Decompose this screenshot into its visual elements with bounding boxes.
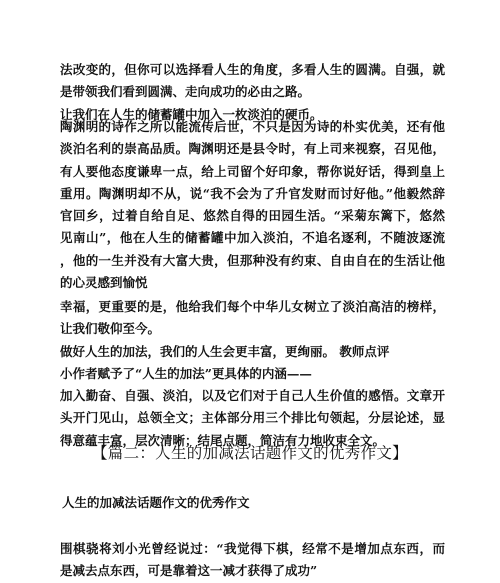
text-line: 是带领我们看到圆满、走向成功的必由之路。 <box>60 84 311 100</box>
text-line: ，他的一生并没有大富大贵，但那种没有约束、自由自在的生活让他 <box>60 252 445 268</box>
text-line: 让我们在人生的储蓄罐中加入一枚淡泊的硬币。 <box>60 106 323 122</box>
text-line: 官回乡，过着自给自足、悠然自得的田园生活。“采菊东篱下，悠然 <box>60 208 445 224</box>
text-line: 法改变的，但你可以选择看人生的角度，多看人生的圆满。自强，就 <box>60 62 445 77</box>
text-line: 头开门见山，总领全文；主体部分用三个排比句领起，分层论述，显 <box>60 410 445 426</box>
text-line: 得意蕴丰富，层次清晰；结尾点题，简洁有力地收束全文。 <box>60 432 386 448</box>
article-title: 人生的加减法话题作文的优秀作文 <box>62 495 250 510</box>
text-line: 淡泊名利的崇高品质。陶渊明还是县令时，有上司来视察，召见他， <box>60 141 445 157</box>
text-line: 幸福，更重要的是，他给我们每个中华儿女树立了淡泊高洁的榜样， <box>60 299 445 314</box>
text-line: 陶渊明的诗作之所以能流传后世，不只是因为诗的朴实优美，还有他 <box>60 119 445 134</box>
paragraph-2 <box>60 116 445 294</box>
section-heading: 【篇二：人生的加减法话题作文的优秀作文】 <box>91 444 408 462</box>
text-line: 小作者赋予了“人生的加法”更具体的内涵—— <box>60 365 312 381</box>
text-line: 见南山”，他在人生的储蓄罐中加入淡泊，不追名逐利，不随波逐流 <box>60 230 445 246</box>
paragraph-3 <box>60 296 445 452</box>
text-line: 重用。陶渊明却不从，说“我不会为了升官发财而讨好他。”他毅然辞 <box>60 185 445 201</box>
text-line: 做好人生的加法，我们的人生会更丰富，更绚丽。 教师点评 <box>60 343 390 359</box>
text-line: 让我们敬仰至今。 <box>60 321 161 337</box>
text-line: 围棋骁将刘小光曾经说过：“我觉得下棋，经常不是增加点东西，而 <box>60 541 445 556</box>
text-line: 是减去点东西，可是靠着这一减才获得了成功” <box>60 563 318 579</box>
paragraph-4 <box>60 538 445 583</box>
text-line: 加入勤奋、自强、淡泊，以及它们对于自己人生价值的感悟。文章开 <box>60 388 445 404</box>
text-line: 的心灵感到愉悦 <box>60 275 148 291</box>
text-line: 有人要他态度谦卑一点，给上司留个好印象，帮你说好话，得到皇上 <box>60 163 445 179</box>
